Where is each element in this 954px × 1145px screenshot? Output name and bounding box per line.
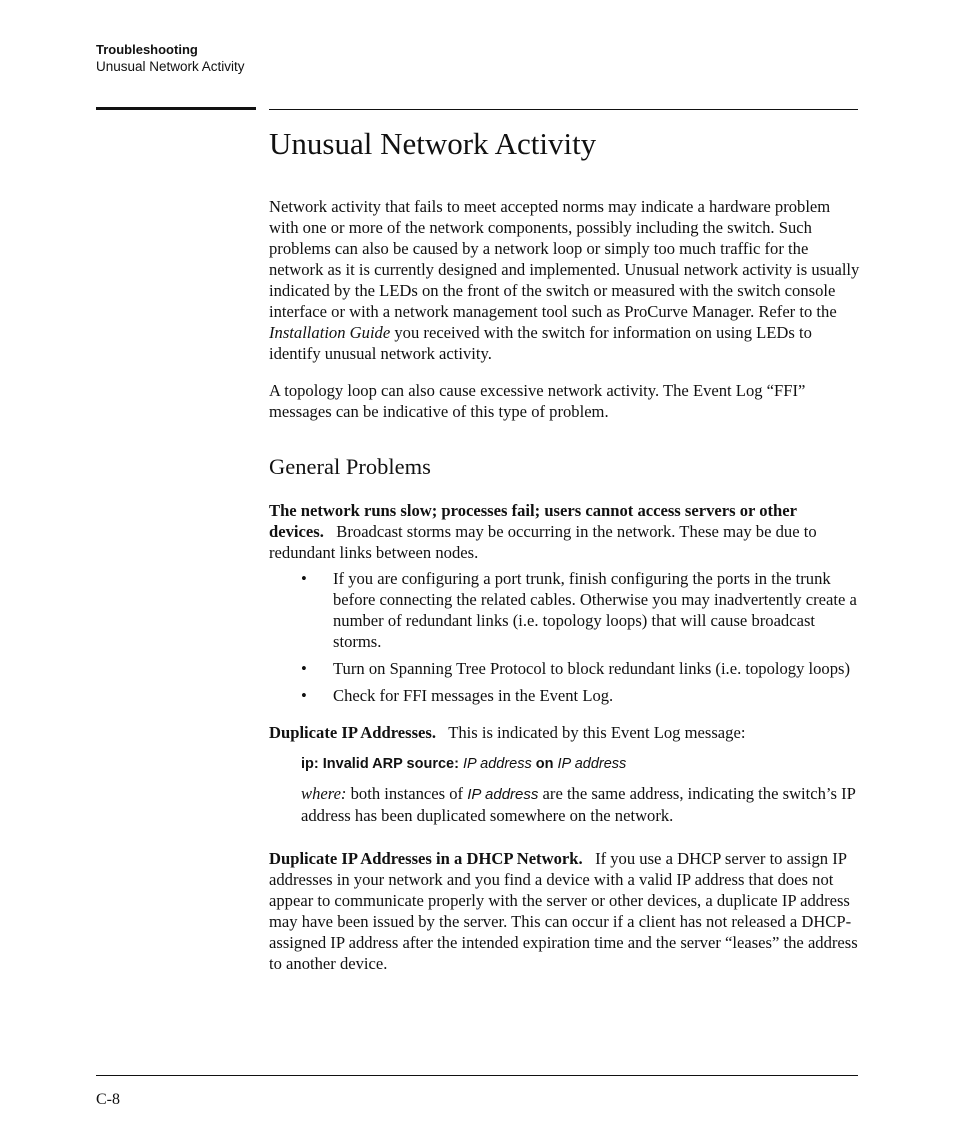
bullet-icon: • <box>301 569 307 588</box>
installation-guide-reference: Installation Guide <box>269 323 391 342</box>
general-problems-heading: General Problems <box>269 454 431 479</box>
duplicate-ip-runin: Duplicate IP Addresses. <box>269 723 437 742</box>
dhcp-duplicate-paragraph <box>269 848 861 974</box>
header-rule-thin <box>269 109 858 110</box>
list-item <box>301 568 861 652</box>
where-text-after: are the same address, indicating the switch’s IP address has been duplicated somewhere on the network. <box>301 784 856 825</box>
network-slow-runin: The network runs slow; processes fail; users cannot access servers or other devices. <box>269 501 797 541</box>
footer-rule <box>96 1075 858 1076</box>
duplicate-ip-text: This is indicated by this Event Log message: <box>448 723 746 742</box>
where-explanation <box>301 783 861 826</box>
intro-text-after: you received with the switch for information on using LEDs to identify unusual network activity. <box>269 323 812 363</box>
header-rule-thick <box>96 107 256 110</box>
main-content <box>269 125 861 974</box>
cli-ip-variable: IP address <box>462 756 532 772</box>
bullet-icon: • <box>301 659 307 678</box>
list-item-text: If you are configuring a port trunk, finish configuring the ports in the trunk before connecting the related cables. Otherwise you may inadvertently create a number of redundant links (i.e. topology loops) that will cause broadcast storms. <box>333 569 857 651</box>
list-item <box>301 685 861 706</box>
running-header <box>96 41 245 75</box>
cli-on-keyword: on <box>535 756 554 772</box>
cli-ip-variable: IP address <box>557 756 627 772</box>
event-log-message <box>301 754 861 774</box>
bullet-icon: • <box>301 686 307 705</box>
where-text-before: both instances of <box>350 784 464 803</box>
intro-paragraph <box>269 196 861 364</box>
list-item-text: Check for FFI messages in the Event Log. <box>333 686 614 705</box>
list-item-text: Turn on Spanning Tree Protocol to block redundant links (i.e. topology loops) <box>333 659 851 678</box>
broadcast-storm-list <box>269 568 861 706</box>
topology-loop-paragraph: A topology loop can also cause excessive network activity. The Event Log “FFI” messages can be indicative of this type of problem. <box>269 381 806 421</box>
intro-text-before: Network activity that fails to meet accepted norms may indicate a hardware problem with one or more of the network components, possibly including the switch. Such problems can also be caused by a network loop or simply too much traffic for the network as it is currently designed and implemented. Unusual network activity is usually indicated by the LEDs on the front of the switch or measured with the switch console interface or with a network management tool such as ProCurve Manager. Refer to the <box>269 197 860 321</box>
where-label: where: <box>301 784 347 803</box>
cli-message-prefix: ip: Invalid ARP source: <box>301 756 459 772</box>
dhcp-duplicate-text: If you use a DHCP server to assign IP addresses in your network and you find a device with a valid IP address that does not appear to communicate properly with the server or other devices, a duplicate IP address may have been issued by the server. This can occur if a client has not released a DHCP-assigned IP address after the intended expiration time and the server “leases” the address to another device. <box>269 849 858 973</box>
running-header-section: Unusual Network Activity <box>96 59 245 74</box>
page-title: Unusual Network Activity <box>269 126 597 161</box>
list-item <box>301 658 861 679</box>
network-slow-text: Broadcast storms may be occurring in the network. These may be due to redundant links between nodes. <box>269 522 817 562</box>
dhcp-duplicate-runin: Duplicate IP Addresses in a DHCP Network. <box>269 849 583 868</box>
where-ip-variable: IP address <box>467 786 539 803</box>
page-number: C-8 <box>96 1091 120 1108</box>
network-slow-paragraph <box>269 500 861 563</box>
running-header-chapter: Troubleshooting <box>96 42 198 57</box>
duplicate-ip-paragraph <box>269 722 861 743</box>
